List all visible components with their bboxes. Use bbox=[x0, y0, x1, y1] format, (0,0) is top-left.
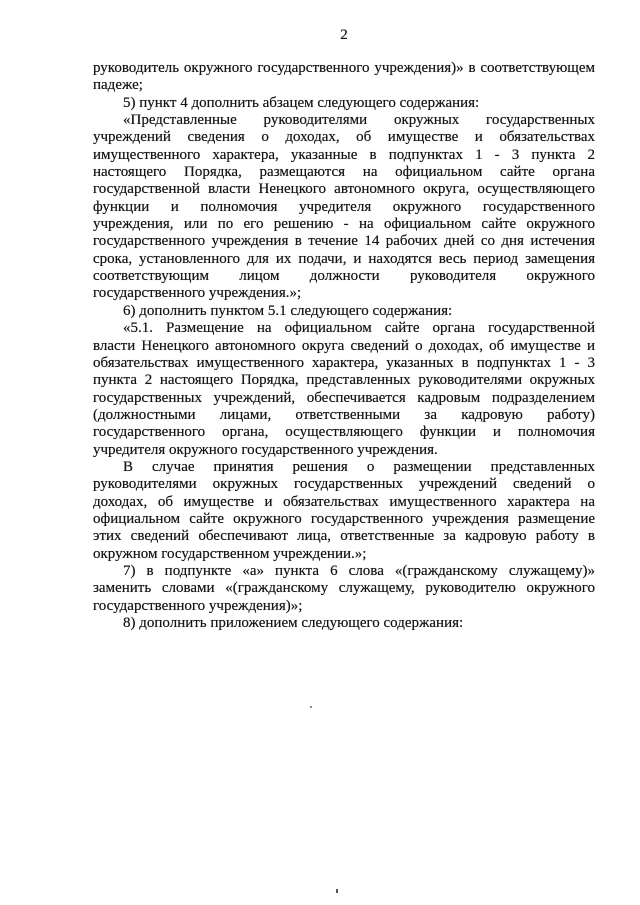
text-line: падеже; bbox=[93, 77, 143, 94]
text-line: срока, установленного для их подачи, и находятся весь период замещения bbox=[93, 250, 595, 267]
text-line: 7) в подпункте «а» пункта 6 слова «(гражданскому служащему)» bbox=[123, 562, 595, 579]
text-line: окружном государственном учреждении.»; bbox=[93, 545, 367, 562]
text-line: пункта 2 настоящего Порядка, представленных руководителями окружных bbox=[93, 372, 595, 389]
text-line: государственного органа, осуществляющего функции и полномочия bbox=[93, 424, 595, 441]
page-number: 2 bbox=[340, 27, 348, 43]
text-line: 5) пункт 4 дополнить абзацем следующего содержания: bbox=[123, 94, 480, 111]
text-line: государственной власти Ненецкого автономного округа, осуществляющего bbox=[93, 181, 595, 198]
text-line: имущественного характера, указанные в подпунктах 1 - 3 пункта 2 bbox=[93, 146, 595, 163]
text-line: «Представленные руководителями окружных государственных bbox=[123, 112, 595, 129]
text-line: учреждений сведения о доходах, об имуществе и обязательствах bbox=[93, 129, 595, 146]
text-line: (должностными лицами, ответственными за кадровую работу) bbox=[93, 406, 595, 423]
text-line: власти Ненецкого автономного округа сведений о доходах, об имуществе и bbox=[93, 337, 595, 354]
text-line: руководителями окружных государственных учреждений сведений о bbox=[93, 476, 595, 493]
text-line: 8) дополнить приложением следующего содержания: bbox=[123, 615, 464, 631]
text-line: этих сведений обеспечивают лица, ответственные за кадровую работу в bbox=[93, 528, 595, 545]
text-line: функции и полномочия учредителя окружного государственного bbox=[93, 198, 595, 215]
text-line: В случае принятия решения о размещении представленных bbox=[123, 458, 595, 475]
text-line: 6) дополнить пунктом 5.1 следующего содержания: bbox=[123, 302, 453, 319]
scan-speck bbox=[336, 889, 338, 893]
text-line: заменить словами «(гражданскому служащему, руководителю окружного bbox=[93, 580, 595, 597]
text-line: государственных учреждений, обеспечивается кадровым подразделением bbox=[93, 389, 595, 406]
text-line: обязательствах имущественного характера, указанных в подпунктах 1 - 3 bbox=[93, 354, 595, 371]
text-line: соответствующим лицом должности руководителя окружного bbox=[93, 268, 595, 285]
text-line: государственного учреждения)»; bbox=[93, 597, 303, 614]
text-line: учреждения, или по его решению - на официальном сайте окружного bbox=[93, 216, 595, 233]
text-line: руководитель окружного государственного учреждения)» в соответствующем bbox=[93, 60, 595, 76]
text-line: доходах, об имуществе и обязательствах имущественного характера на bbox=[93, 493, 595, 510]
text-line: учредителя окружного государственного учреждения. bbox=[93, 441, 438, 458]
scan-speck bbox=[310, 706, 312, 708]
text-line: настоящего Порядка, размещаются на официальном сайте органа bbox=[93, 164, 595, 181]
text-line: «5.1. Размещение на официальном сайте органа государственной bbox=[123, 320, 595, 337]
text-line: государственного учреждения.»; bbox=[93, 285, 302, 302]
text-line: официальном сайте окружного государственного учреждения размещение bbox=[93, 510, 595, 527]
document-text bbox=[93, 60, 595, 632]
text-line: государственного учреждения в течение 14 рабочих дней со дня истечения bbox=[93, 233, 595, 250]
